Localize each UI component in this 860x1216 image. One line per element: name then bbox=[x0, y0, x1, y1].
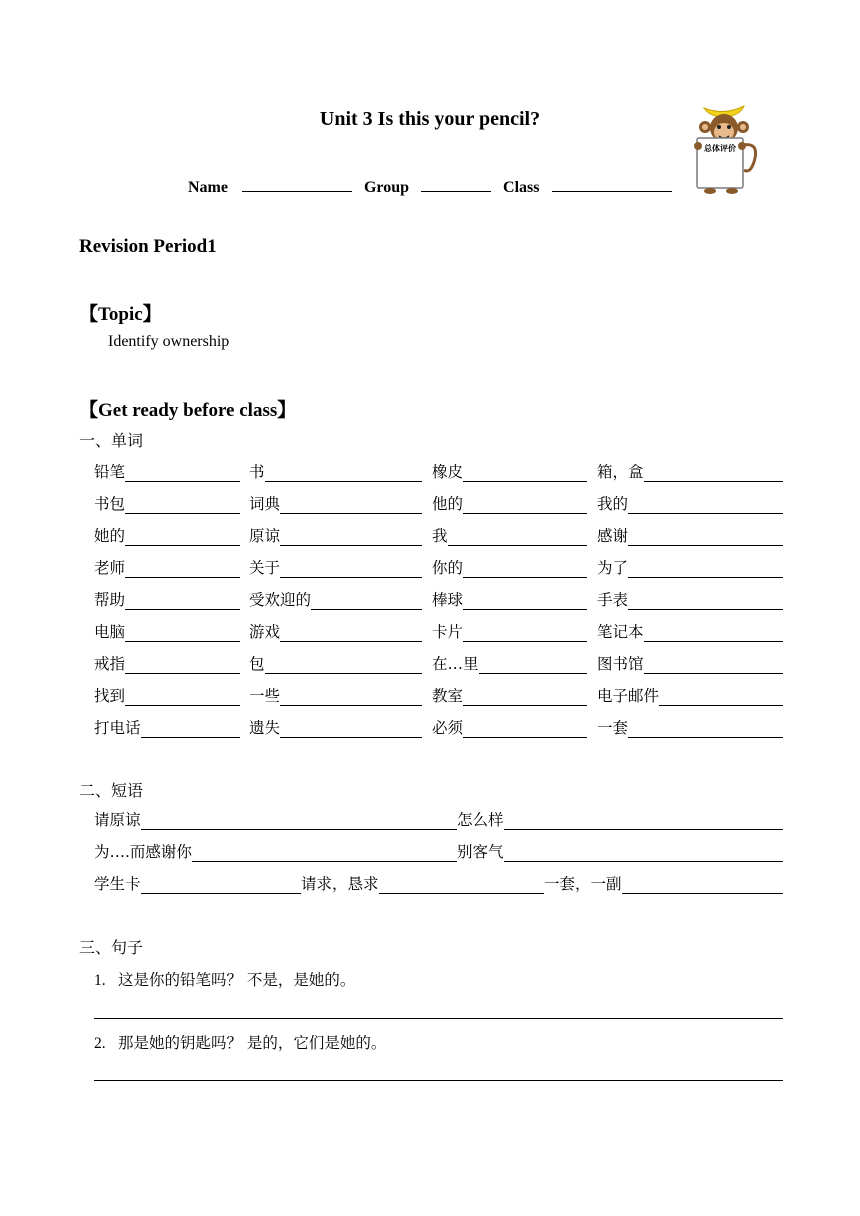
word-item bbox=[432, 684, 587, 706]
period-heading: Revision Period1 bbox=[79, 236, 217, 257]
word-item bbox=[249, 492, 422, 514]
word-label: 我的 bbox=[597, 495, 629, 513]
word-label: 他的 bbox=[432, 495, 464, 513]
group-label: Group bbox=[363, 179, 410, 196]
sentence-answer-line[interactable] bbox=[94, 1080, 783, 1081]
word-label: 关于 bbox=[249, 559, 281, 577]
sentence-number: 2. bbox=[94, 1035, 106, 1052]
word-item bbox=[94, 556, 240, 578]
word-item bbox=[597, 620, 783, 642]
topic-text: Identify ownership bbox=[108, 333, 230, 350]
phrases-heading: 二、短语 bbox=[79, 781, 144, 800]
word-label: 一套 bbox=[597, 719, 629, 737]
student-info-line bbox=[188, 174, 672, 197]
sentence-answer-line[interactable] bbox=[94, 1018, 783, 1019]
word-row bbox=[94, 652, 784, 676]
word-blank[interactable] bbox=[448, 525, 587, 546]
word-row bbox=[94, 716, 784, 740]
word-label: 老师 bbox=[94, 559, 126, 577]
sentence-item bbox=[94, 1031, 386, 1053]
phrase-label: 别客气 bbox=[457, 843, 504, 861]
word-item bbox=[94, 460, 240, 482]
sentence-number: 1. bbox=[94, 972, 106, 989]
word-label: 包 bbox=[249, 655, 265, 673]
word-blank[interactable] bbox=[280, 621, 422, 642]
word-label: 铅笔 bbox=[94, 463, 126, 481]
word-item bbox=[432, 492, 587, 514]
word-label: 在…里 bbox=[432, 655, 479, 673]
word-blank[interactable] bbox=[463, 461, 587, 482]
word-blank[interactable] bbox=[463, 717, 587, 738]
word-blank[interactable] bbox=[628, 557, 783, 578]
word-row bbox=[94, 524, 784, 548]
word-label: 为了 bbox=[597, 559, 629, 577]
word-item bbox=[432, 620, 587, 642]
monkey-icon bbox=[688, 100, 762, 196]
monkey-evaluation-badge bbox=[688, 100, 762, 196]
word-item bbox=[94, 620, 240, 642]
word-label: 原谅 bbox=[249, 527, 281, 545]
word-item bbox=[94, 716, 240, 738]
word-label: 图书馆 bbox=[597, 655, 644, 673]
word-label: 教室 bbox=[432, 687, 464, 705]
word-blank[interactable] bbox=[265, 653, 422, 674]
phrase-blank[interactable] bbox=[141, 873, 301, 894]
word-blank[interactable] bbox=[644, 653, 783, 674]
word-blank[interactable] bbox=[628, 717, 783, 738]
word-item bbox=[432, 652, 587, 674]
word-label: 我 bbox=[432, 527, 448, 545]
word-item bbox=[432, 460, 587, 482]
word-item bbox=[249, 524, 422, 546]
word-blank[interactable] bbox=[125, 589, 240, 610]
phrase-blank[interactable] bbox=[379, 873, 544, 894]
word-label: 词典 bbox=[249, 495, 281, 513]
badge-label: 总体评价 bbox=[704, 144, 736, 153]
word-row bbox=[94, 492, 784, 516]
word-item bbox=[249, 652, 422, 674]
word-label: 受欢迎的 bbox=[249, 591, 312, 609]
word-label: 书 bbox=[249, 463, 265, 481]
sentence-text: 那是她的钥匙吗？ 是的，它们是她的。 bbox=[118, 1034, 387, 1052]
word-row bbox=[94, 460, 784, 484]
word-blank[interactable] bbox=[463, 557, 587, 578]
word-item bbox=[94, 652, 240, 674]
word-blank[interactable] bbox=[463, 621, 587, 642]
word-label: 书包 bbox=[94, 495, 126, 513]
phrase-blank[interactable] bbox=[504, 809, 783, 830]
word-blank[interactable] bbox=[125, 493, 240, 514]
word-label: 帮助 bbox=[94, 591, 126, 609]
word-blank[interactable] bbox=[463, 493, 587, 514]
phrase-blank[interactable] bbox=[504, 841, 783, 862]
word-item bbox=[249, 716, 422, 738]
word-blank[interactable] bbox=[644, 461, 783, 482]
word-item bbox=[249, 460, 422, 482]
phrase-label: 一套，一副 bbox=[544, 875, 622, 893]
word-blank[interactable] bbox=[644, 621, 783, 642]
word-label: 游戏 bbox=[249, 623, 281, 641]
word-label: 一些 bbox=[249, 687, 281, 705]
phrase-blank[interactable] bbox=[141, 809, 457, 830]
phrase-label: 怎么样 bbox=[457, 811, 504, 829]
word-blank[interactable] bbox=[125, 461, 240, 482]
word-label: 感谢 bbox=[597, 527, 629, 545]
word-item bbox=[94, 492, 240, 514]
word-blank[interactable] bbox=[628, 589, 783, 610]
word-item bbox=[249, 620, 422, 642]
word-blank[interactable] bbox=[280, 557, 422, 578]
word-label: 卡片 bbox=[432, 623, 464, 641]
word-label: 手表 bbox=[597, 591, 629, 609]
word-blank[interactable] bbox=[659, 685, 783, 706]
word-blank[interactable] bbox=[463, 589, 587, 610]
sentence-text: 这是你的铅笔吗？ 不是，是她的。 bbox=[118, 971, 356, 989]
word-item bbox=[94, 524, 240, 546]
word-label: 戒指 bbox=[94, 655, 126, 673]
word-label: 找到 bbox=[94, 687, 126, 705]
word-item bbox=[432, 716, 587, 738]
word-blank[interactable] bbox=[280, 717, 422, 738]
phrase-blank[interactable] bbox=[192, 841, 457, 862]
word-label: 箱，盒 bbox=[597, 463, 644, 481]
word-item bbox=[94, 588, 240, 610]
word-item bbox=[432, 524, 587, 546]
word-label: 橡皮 bbox=[432, 463, 464, 481]
phrase-label: 请原谅 bbox=[94, 811, 141, 829]
word-item bbox=[432, 588, 587, 610]
word-blank[interactable] bbox=[125, 525, 240, 546]
word-blank[interactable] bbox=[280, 493, 422, 514]
word-label: 电脑 bbox=[94, 623, 126, 641]
word-item bbox=[249, 556, 422, 578]
word-blank[interactable] bbox=[311, 589, 422, 610]
word-label: 你的 bbox=[432, 559, 464, 577]
word-blank[interactable] bbox=[125, 685, 240, 706]
class-blank[interactable] bbox=[552, 174, 672, 192]
word-label: 她的 bbox=[94, 527, 126, 545]
word-label: 必须 bbox=[432, 719, 464, 737]
word-blank[interactable] bbox=[125, 557, 240, 578]
phrase-row bbox=[94, 840, 784, 864]
word-item bbox=[597, 492, 783, 514]
phrase-row bbox=[94, 872, 784, 896]
word-item bbox=[597, 588, 783, 610]
group-blank[interactable] bbox=[421, 174, 491, 192]
sentences-heading: 三、句子 bbox=[79, 938, 144, 957]
get-ready-heading: 【Get ready before class】 bbox=[79, 400, 297, 421]
topic-heading: 【Topic】 bbox=[79, 304, 162, 325]
word-item bbox=[597, 652, 783, 674]
word-label: 遗失 bbox=[249, 719, 281, 737]
sentence-item bbox=[94, 968, 355, 990]
word-item bbox=[432, 556, 587, 578]
word-item bbox=[597, 684, 783, 706]
phrase-label: 为….而感谢你 bbox=[94, 843, 192, 861]
word-blank[interactable] bbox=[628, 493, 783, 514]
word-blank[interactable] bbox=[463, 685, 587, 706]
class-label: Class bbox=[503, 179, 540, 196]
word-row bbox=[94, 588, 784, 612]
word-blank[interactable] bbox=[141, 717, 240, 738]
word-blank[interactable] bbox=[125, 621, 240, 642]
phrase-label: 请求，恳求 bbox=[301, 875, 379, 893]
name-label: Name bbox=[188, 179, 228, 196]
word-item bbox=[249, 588, 422, 610]
phrase-row bbox=[94, 808, 784, 832]
word-item bbox=[249, 684, 422, 706]
word-label: 电子邮件 bbox=[597, 687, 660, 705]
word-label: 打电话 bbox=[94, 719, 141, 737]
word-item bbox=[597, 556, 783, 578]
word-item bbox=[94, 684, 240, 706]
word-blank[interactable] bbox=[265, 461, 422, 482]
word-row bbox=[94, 556, 784, 580]
words-heading: 一、单词 bbox=[79, 431, 144, 450]
word-blank[interactable] bbox=[125, 653, 240, 674]
phrase-blank[interactable] bbox=[622, 873, 783, 894]
word-label: 笔记本 bbox=[597, 623, 644, 641]
word-row bbox=[94, 684, 784, 708]
word-blank[interactable] bbox=[479, 653, 587, 674]
phrase-label: 学生卡 bbox=[94, 875, 141, 893]
name-blank[interactable] bbox=[242, 174, 352, 192]
word-row bbox=[94, 620, 784, 644]
word-blank[interactable] bbox=[628, 525, 783, 546]
word-blank[interactable] bbox=[280, 525, 422, 546]
word-label: 棒球 bbox=[432, 591, 464, 609]
word-item bbox=[597, 716, 783, 738]
word-item bbox=[597, 524, 783, 546]
word-blank[interactable] bbox=[280, 685, 422, 706]
page-title: Unit 3 Is this your pencil? bbox=[319, 108, 541, 130]
word-item bbox=[597, 460, 783, 482]
